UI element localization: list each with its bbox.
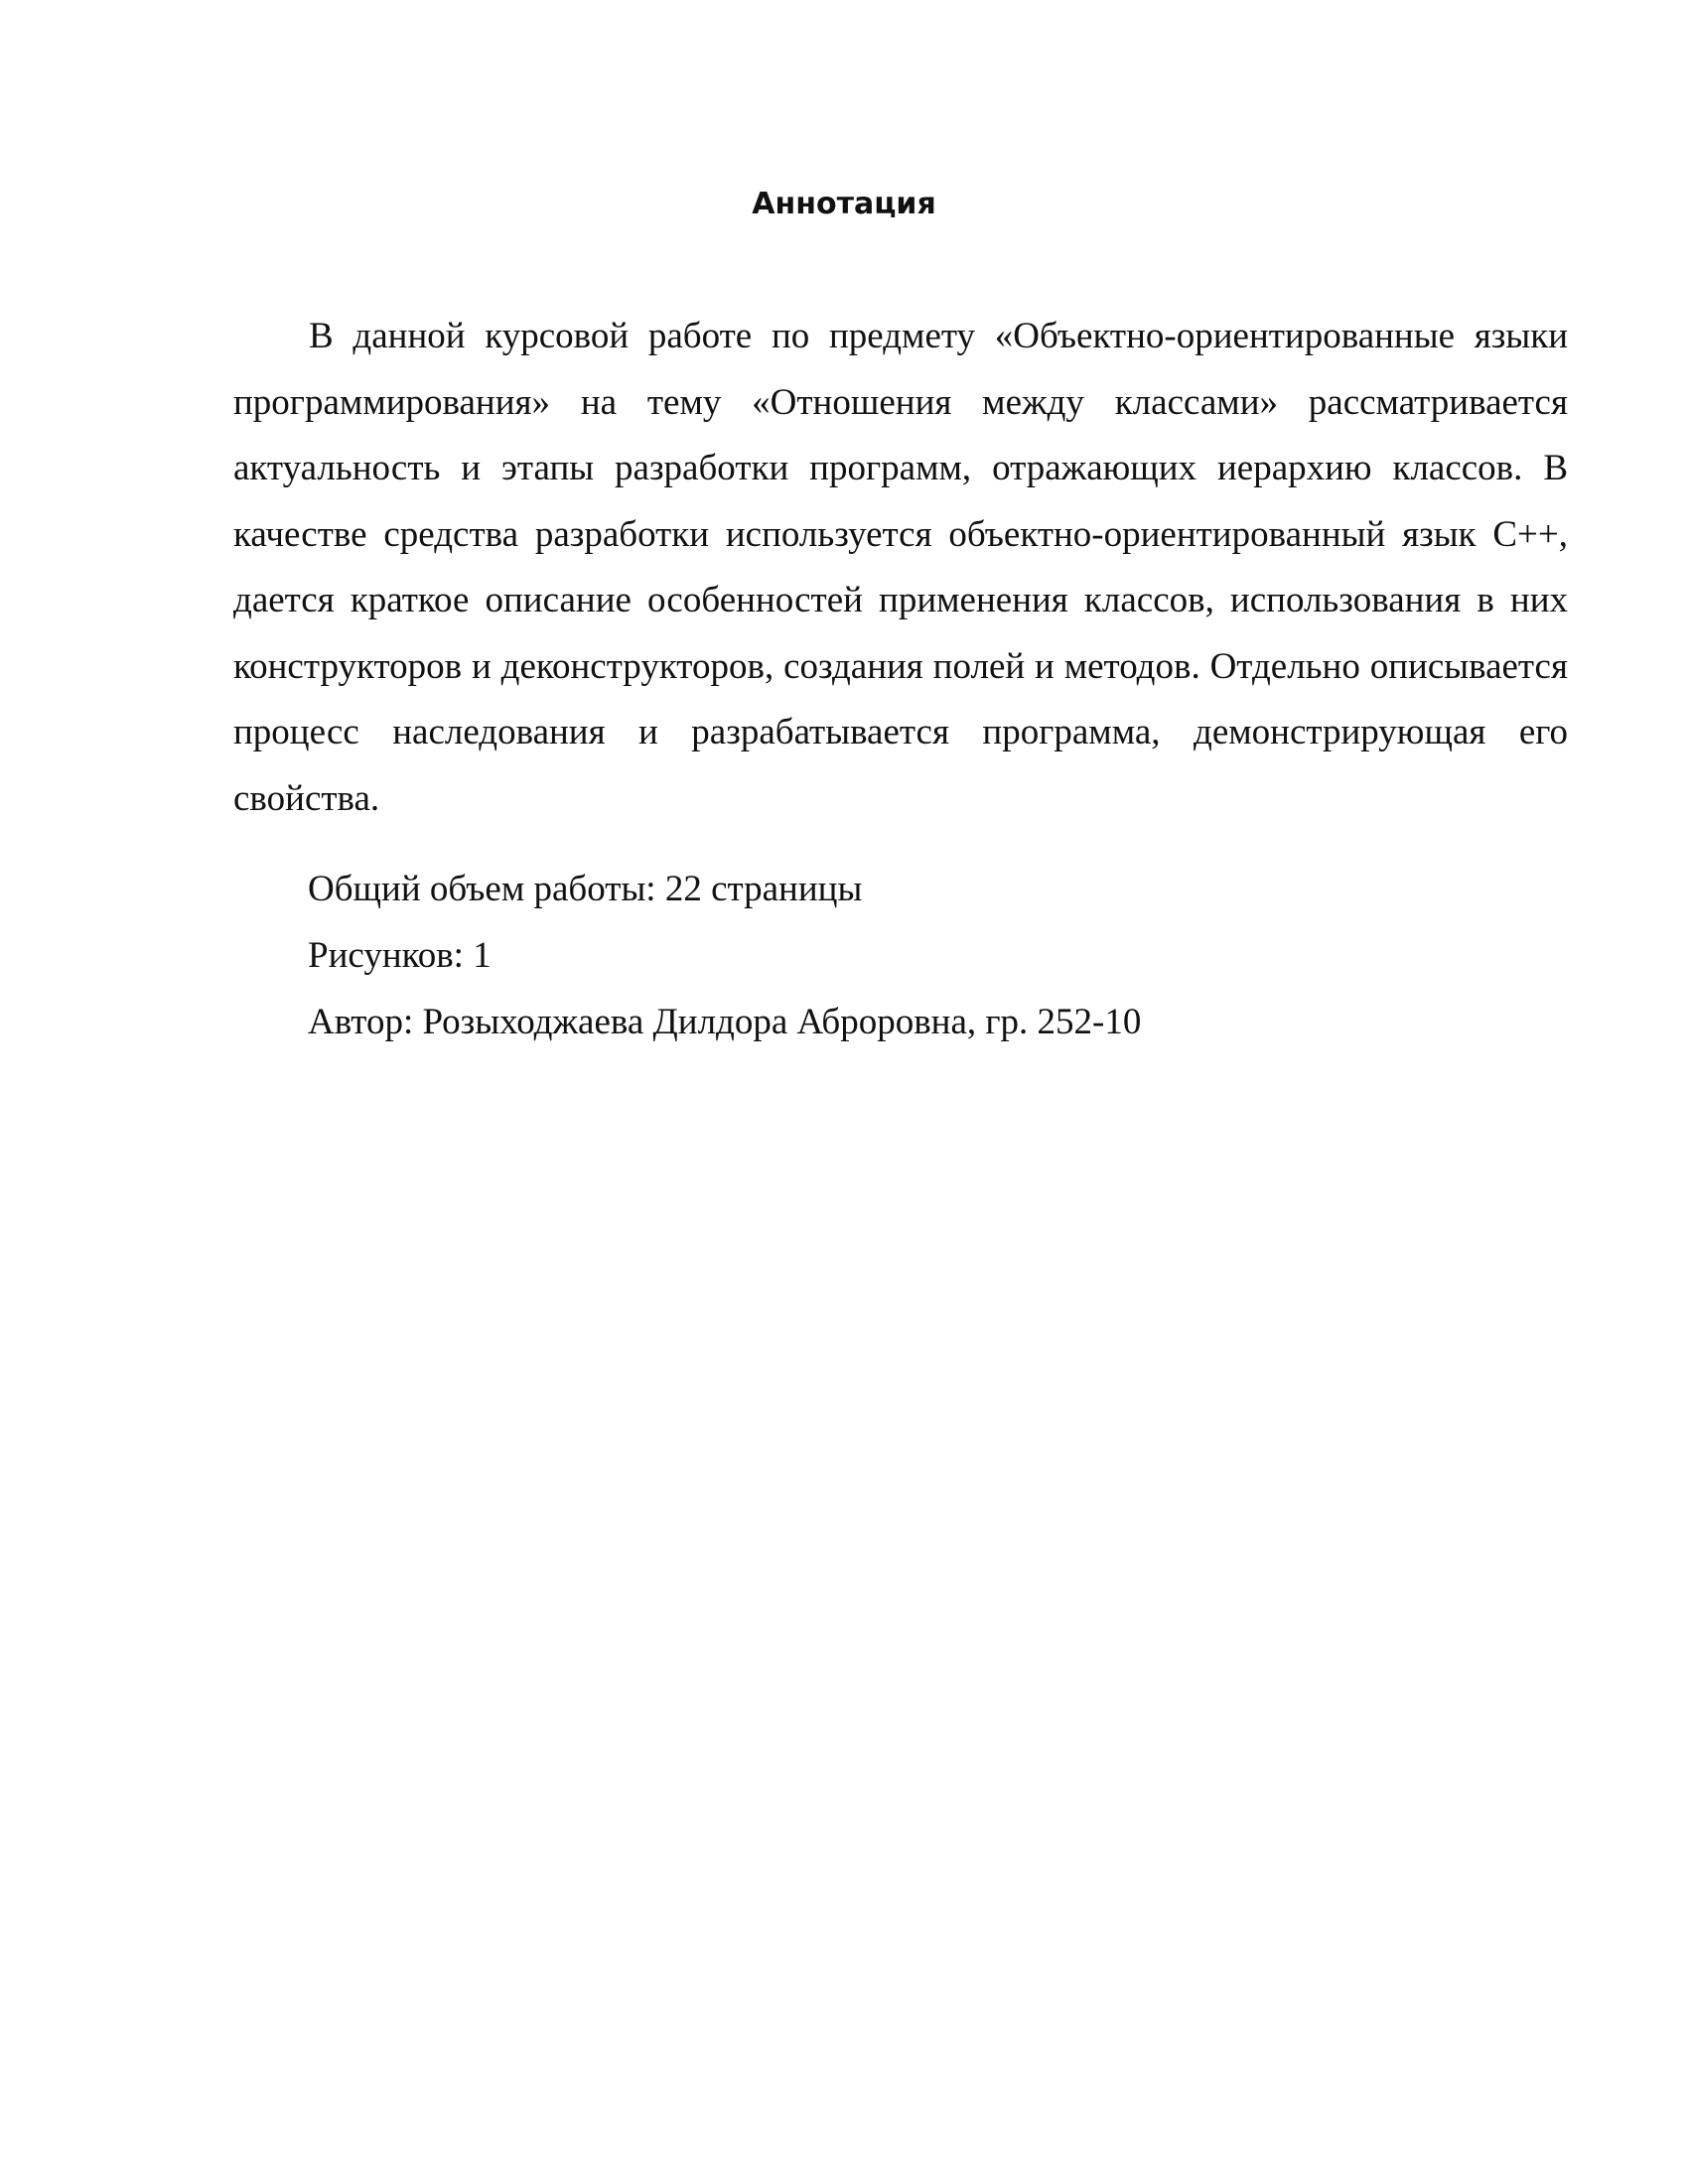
volume-line: Общий объем работы: 22 страницы: [308, 869, 863, 909]
page-title: Аннотация: [752, 187, 936, 221]
author-line: Автор: Розыходжаева Дилдора Аброровна, гр. 252-10: [308, 1002, 1142, 1042]
document-meta: [308, 856, 1569, 1055]
figures-line: Рисунков: 1: [308, 935, 492, 976]
abstract-paragraph: В данной курсовой работе по предмету «Объектно-ориентированные языки программирования» на тему «Отношения между классами» рассматривается актуальность и этапы разработки программ, отражающих иерархию классов. В качестве средства разработки используется объектно-ориентированный язык С++, дается краткое описание особенностей применения классов, использования в них конструкторов и деконструкторов, создания полей и методов. Отдельно описывается процесс наследования и разрабатывается программа, демонстрирующая его свойства.: [233, 316, 1568, 819]
